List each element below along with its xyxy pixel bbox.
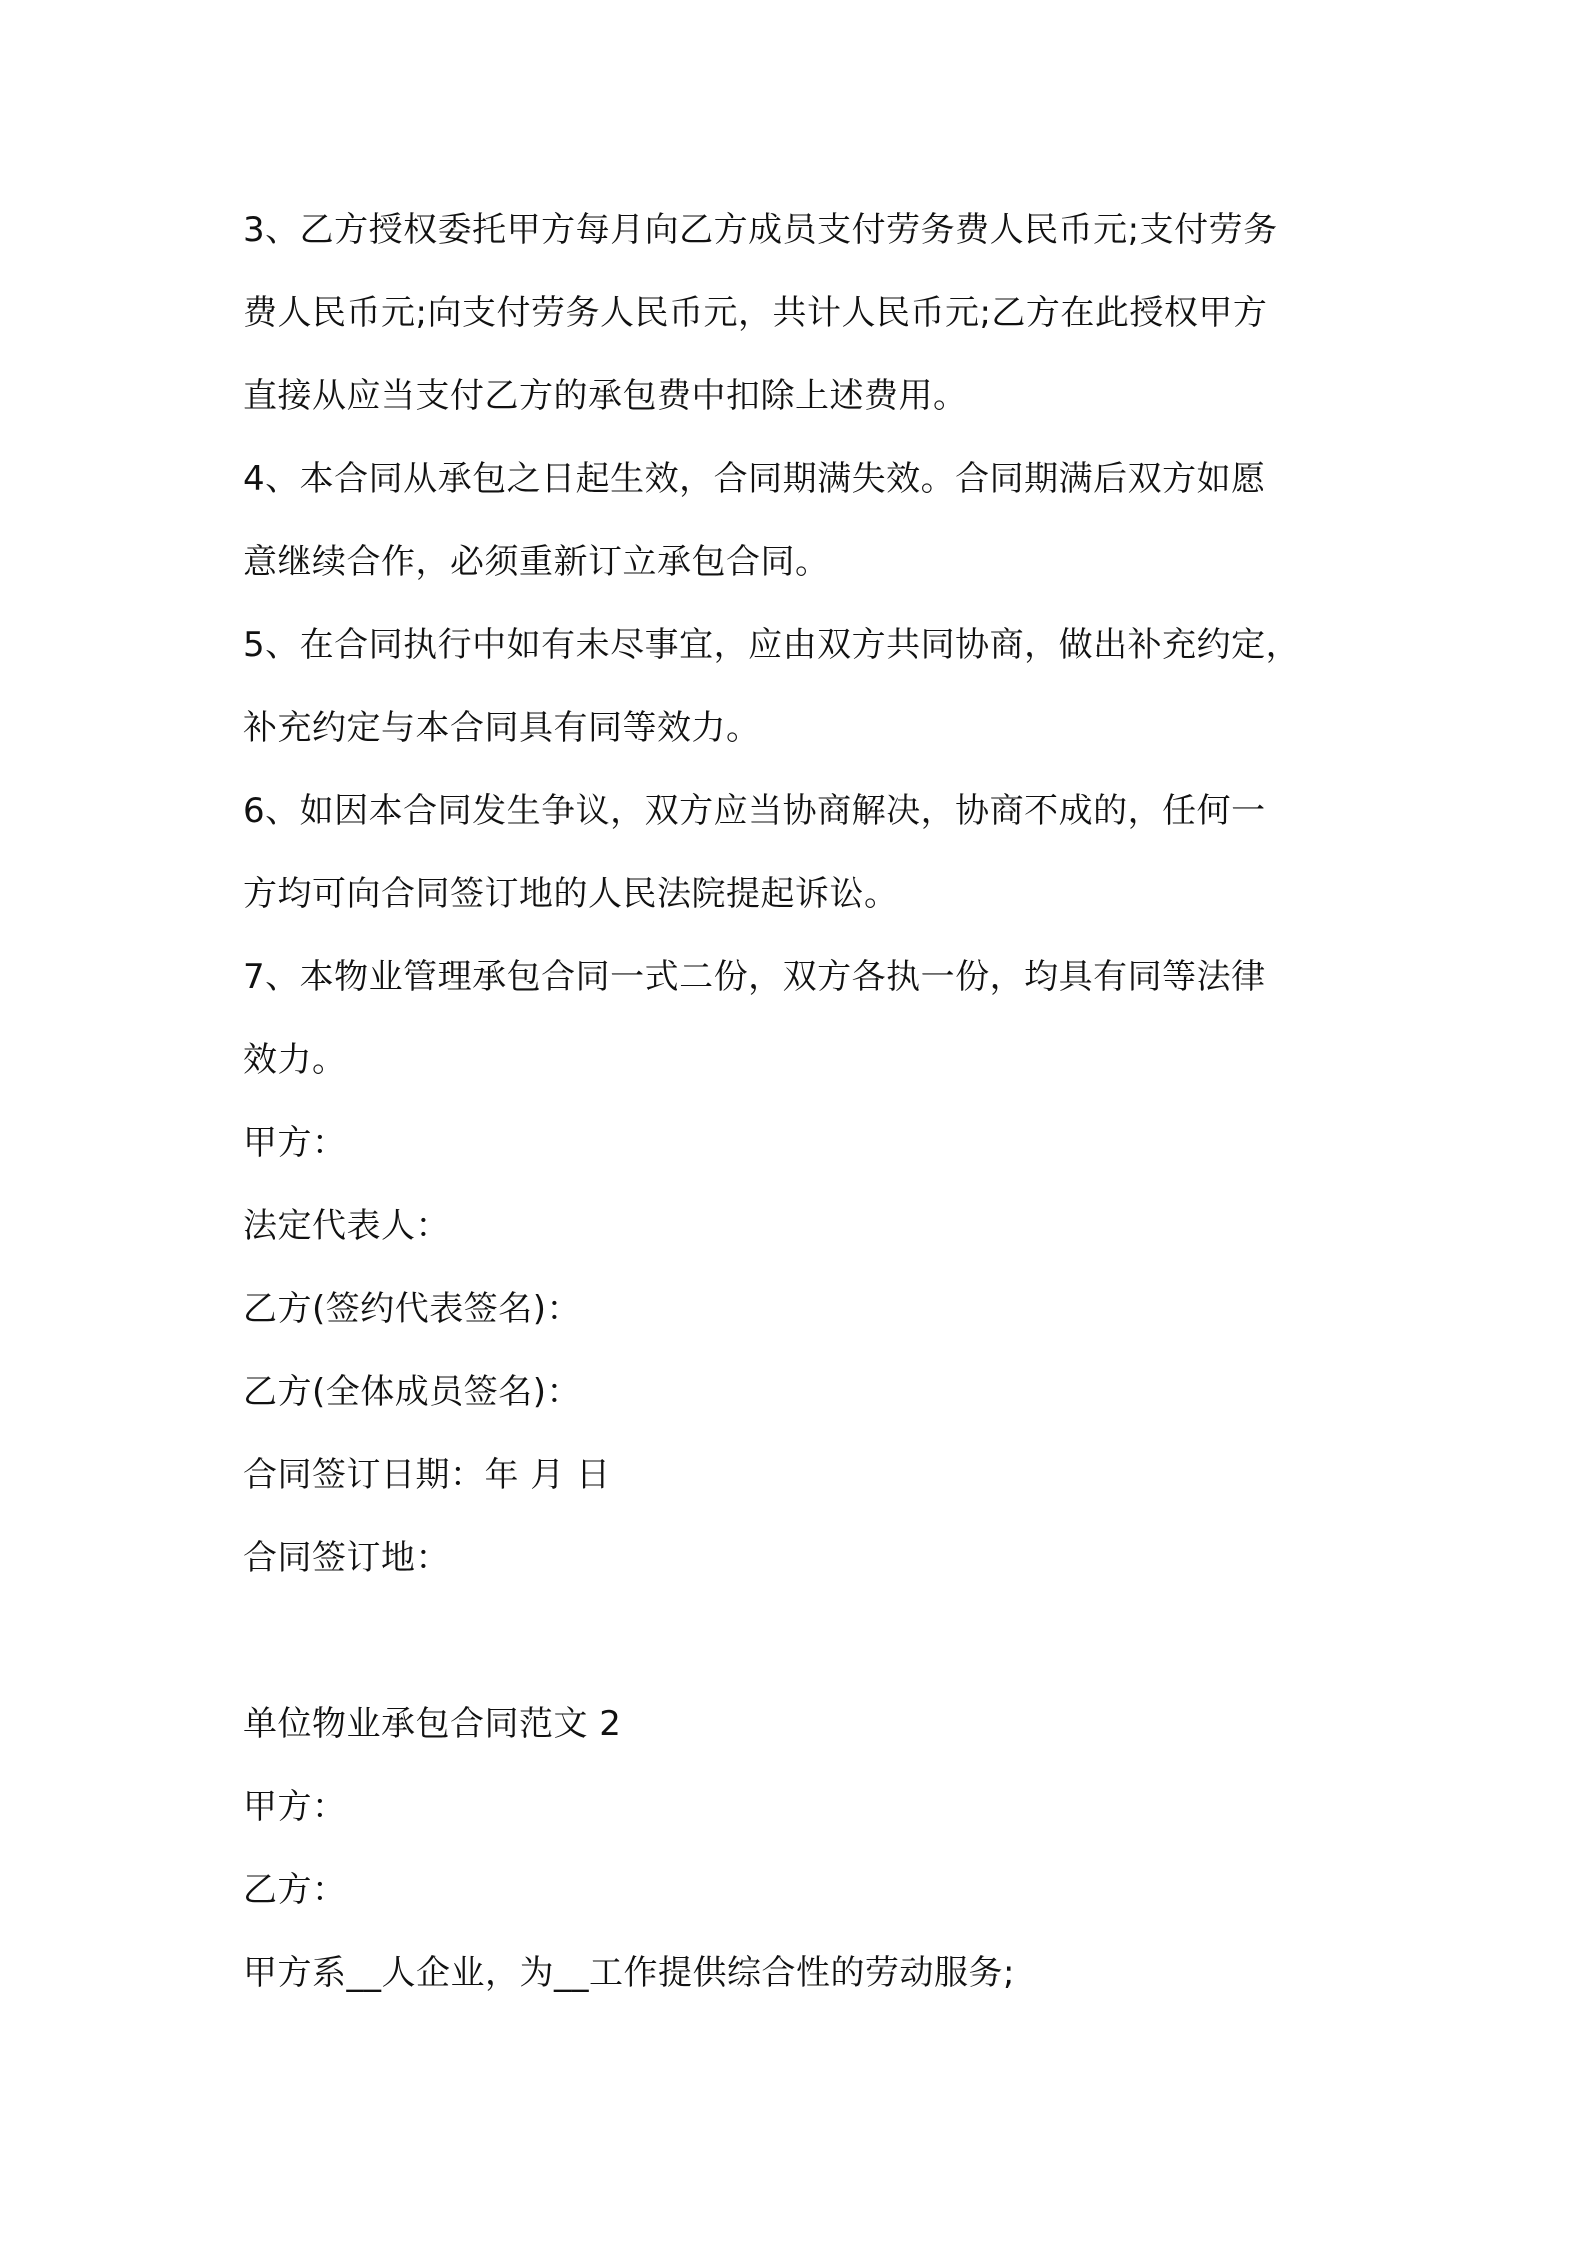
party-a-label: 甲方： (243, 1123, 347, 1163)
legal-representative-label: 法定代表人： (243, 1206, 450, 1246)
signing-date-label: 合同签订日期：年 月 日 (243, 1455, 611, 1495)
signing-place-label: 合同签订地： (243, 1538, 450, 1578)
section-heading: 单位物业承包合同范文 2 (243, 1704, 622, 1744)
party-b-representative-signature-label: 乙方(签约代表签名)： (243, 1289, 582, 1329)
party-a-description: 甲方系__人企业，为__工作提供综合性的劳动服务; (243, 1953, 1015, 1993)
clause-3-line-2: 费人民币元;向支付劳务人民币元，共计人民币元;乙方在此授权甲方 (243, 293, 1268, 333)
clause-4-line-2: 意继续合作，必须重新订立承包合同。 (243, 542, 830, 582)
clause-7-line-2: 效力。 (243, 1040, 347, 1080)
party-b-label-2: 乙方： (243, 1870, 347, 1910)
clause-3-line-1: 3、乙方授权委托甲方每月向乙方成员支付劳务费人民币元;支付劳务 (243, 210, 1278, 250)
clause-7-line-1: 7、本物业管理承包合同一式二份，双方各执一份，均具有同等法律 (243, 957, 1266, 997)
clause-5-line-2: 补充约定与本合同具有同等效力。 (243, 708, 761, 748)
clause-4-line-1: 4、本合同从承包之日起生效，合同期满失效。合同期满后双方如愿 (243, 459, 1266, 499)
clause-3-line-3: 直接从应当支付乙方的承包费中扣除上述费用。 (243, 376, 968, 416)
clause-6-line-1: 6、如因本合同发生争议，双方应当协商解决，协商不成的，任何一 (243, 791, 1266, 831)
clause-5-line-1: 5、在合同执行中如有未尽事宜，应由双方共同协商，做出补充约定， (243, 625, 1301, 665)
party-b-members-signature-label: 乙方(全体成员签名)： (243, 1372, 582, 1412)
party-a-label-2: 甲方： (243, 1787, 347, 1827)
clause-6-line-2: 方均可向合同签订地的人民法院提起诉讼。 (243, 874, 899, 914)
